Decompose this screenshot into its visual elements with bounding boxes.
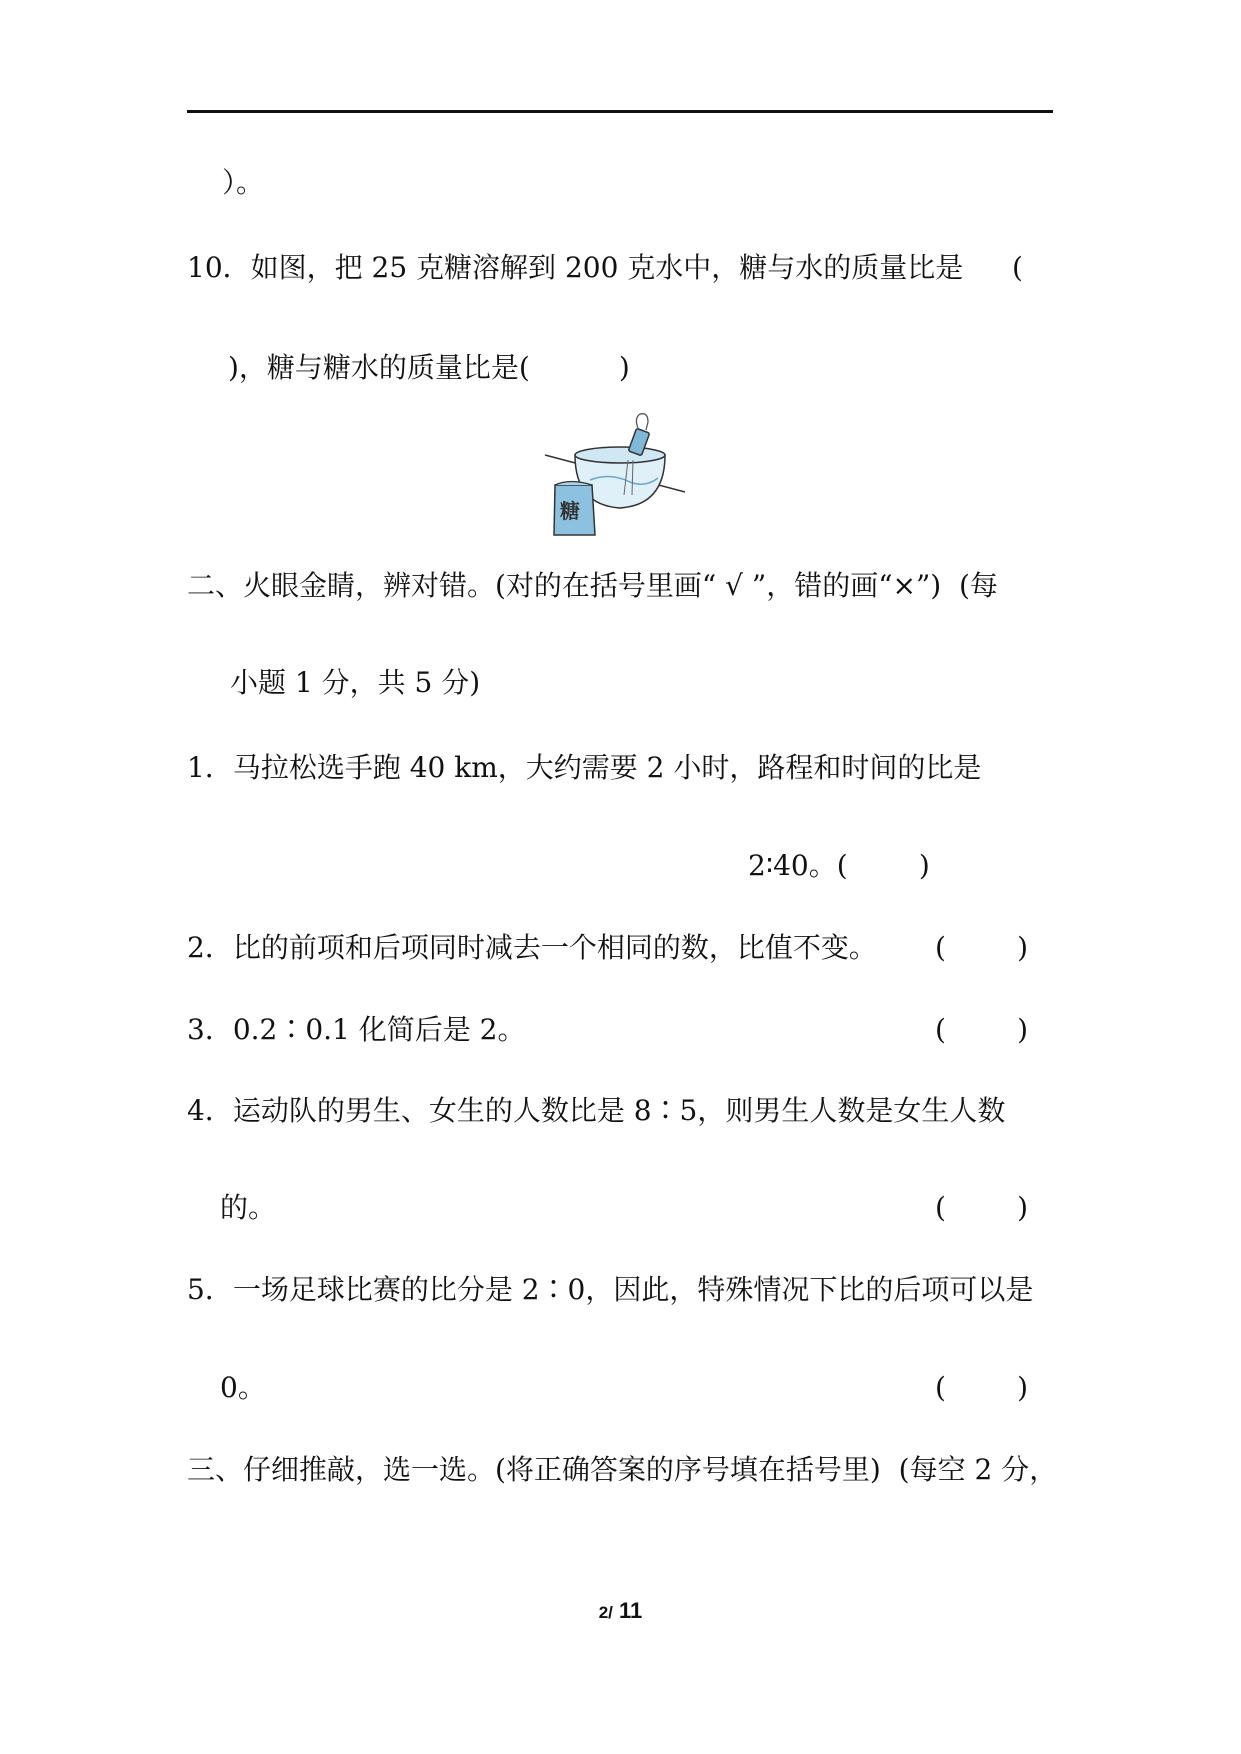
s2-item1-line1: 1．马拉松选手跑 40 km，大约需要 2 小时，路程和时间的比是 bbox=[187, 751, 982, 784]
s2-item1-line2: 2∶40。( ) bbox=[748, 849, 930, 882]
section2-title-line2: 小题 1 分，共 5 分) bbox=[230, 666, 481, 699]
previous-question-end: ）。 bbox=[222, 166, 265, 199]
page-current: 2/ bbox=[598, 1603, 613, 1622]
section3-title-line1: 三、仔细推敲，选一选。(将正确答案的序号填在括号里) (每空 2 分， bbox=[187, 1453, 1058, 1486]
header-rule bbox=[187, 110, 1053, 113]
page-number bbox=[0, 1598, 1241, 1624]
s2-item5-line1: 5．一场足球比赛的比分是 2∶0，因此，特殊情况下比的后项可以是 bbox=[187, 1273, 1034, 1306]
s2-item2-paren: ( ) bbox=[935, 931, 1029, 964]
s2-item4-line1: 4．运动队的男生、女生的人数比是 8∶5，则男生人数是女生人数 bbox=[187, 1094, 1006, 1127]
s2-item4-paren: ( ) bbox=[935, 1191, 1029, 1224]
s2-item5-paren: ( ) bbox=[935, 1371, 1029, 1404]
q10-line2: )，糖与糖水的质量比是( ) bbox=[228, 351, 630, 384]
section2-title-line1: 二、火眼金睛，辨对错。(对的在括号里画“ √ ”，错的画“×”) (每 bbox=[187, 569, 998, 602]
sugar-bag-label: 糖 bbox=[560, 499, 580, 523]
page-total: 11 bbox=[619, 1598, 643, 1623]
s2-item3-line1: 3．0.2∶0.1 化简后是 2。 bbox=[187, 1013, 526, 1046]
s2-item2-line1: 2．比的前项和后项同时减去一个相同的数，比值不变。 bbox=[187, 931, 877, 964]
s2-item4-line2: 的。 bbox=[220, 1191, 277, 1224]
q10-line1: 10．如图，把 25 克糖溶解到 200 克水中，糖与水的质量比是 bbox=[187, 251, 964, 284]
q10-paren-open: ( bbox=[1012, 251, 1023, 284]
s2-item3-paren: ( ) bbox=[935, 1013, 1029, 1046]
s2-item5-line2: 0。 bbox=[220, 1371, 266, 1404]
